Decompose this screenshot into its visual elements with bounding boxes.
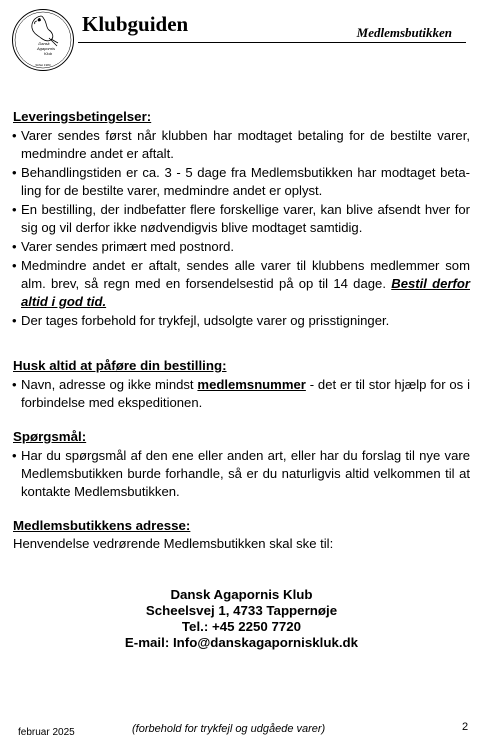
- address-intro: Henvendelse vedrørende Medlemsbutikken skal ske til:: [13, 536, 334, 551]
- delivery-list: [13, 127, 470, 330]
- remember-text-pre: Navn, adresse og ikke mindst: [21, 377, 194, 392]
- section-title: Medlemsbutikken: [356, 25, 452, 40]
- delivery-heading: Leveringsbetingelser:: [13, 109, 152, 124]
- svg-text:Stiftet 1983: Stiftet 1983: [35, 63, 51, 67]
- footer-note: (forbehold for trykfejl og udgåede varer): [132, 723, 326, 735]
- address-block: [13, 587, 470, 651]
- list-item: • Varer sendes først når klubben har modtaget betaling for de bestilte varer, medmindre andet er aftalt.: [13, 127, 470, 163]
- list-item: [13, 376, 470, 412]
- remember-text-post: - det er til stor hjælp for os i forbindelse med ekspeditionen.: [21, 377, 470, 410]
- list-item: [13, 257, 470, 311]
- order-early-note: Bestil derfor altid i god tid.: [21, 276, 470, 309]
- list-item: • Har du spørgsmål af den ene eller anden art, eller har du forslag til nye vare Medlemsbutikken burde forhandle, så er du naturligvis altid velkommen til at kontakte Medlemsbutikken.: [13, 447, 470, 501]
- list-item-text: Medmindre andet er aftalt, sendes alle varer til klubbens medlemmer som alm. brev, så regn med en forsendelsestid på op til 14 dage.: [21, 258, 470, 291]
- page-title: Klubguiden: [82, 12, 189, 36]
- page-content: [13, 108, 470, 651]
- member-number-label: medlemsnummer: [197, 377, 306, 392]
- page-number: 2: [462, 721, 469, 733]
- svg-text:Klub: Klub: [43, 51, 53, 56]
- street-address: Scheelsvej 1, 4733 Tappernøje: [145, 603, 338, 618]
- club-name: Dansk Agapornis Klub: [170, 587, 313, 602]
- questions-heading: Spørgsmål:: [13, 429, 87, 444]
- club-logo: [11, 8, 75, 72]
- header-divider: [78, 42, 466, 43]
- remember-list: [13, 376, 470, 412]
- svg-text:Agapornis: Agapornis: [36, 46, 56, 51]
- list-item: • En bestilling, der indbefatter flere forskellige varer, kan blive afsendt hver for sig og vil derfor ikke nødvendigvis blive modtaget samtidig.: [13, 201, 470, 237]
- list-item: • Varer sendes primært med postnord.: [13, 238, 470, 256]
- phone-number: Tel.: +45 2250 7720: [181, 619, 302, 634]
- svg-text:Dansk: Dansk: [38, 41, 50, 46]
- list-item: • Der tages forbehold for trykfejl, udsolgte varer og prisstigninger.: [13, 312, 470, 330]
- address-heading: Medlemsbutikkens adresse:: [13, 518, 191, 533]
- list-item: • Behandlingstiden er ca. 3 - 5 dage fra Medlemsbutikken har modtaget beta-ling for de bestilte varer, medmindre andet er oplyst.: [13, 164, 470, 200]
- remember-heading: Husk altid at påføre din bestilling:: [13, 358, 227, 373]
- questions-list: [13, 447, 470, 501]
- email-address: E-mail: Info@danskagaporniskluk.dk: [124, 635, 359, 650]
- footer-date: februar 2025: [18, 727, 75, 738]
